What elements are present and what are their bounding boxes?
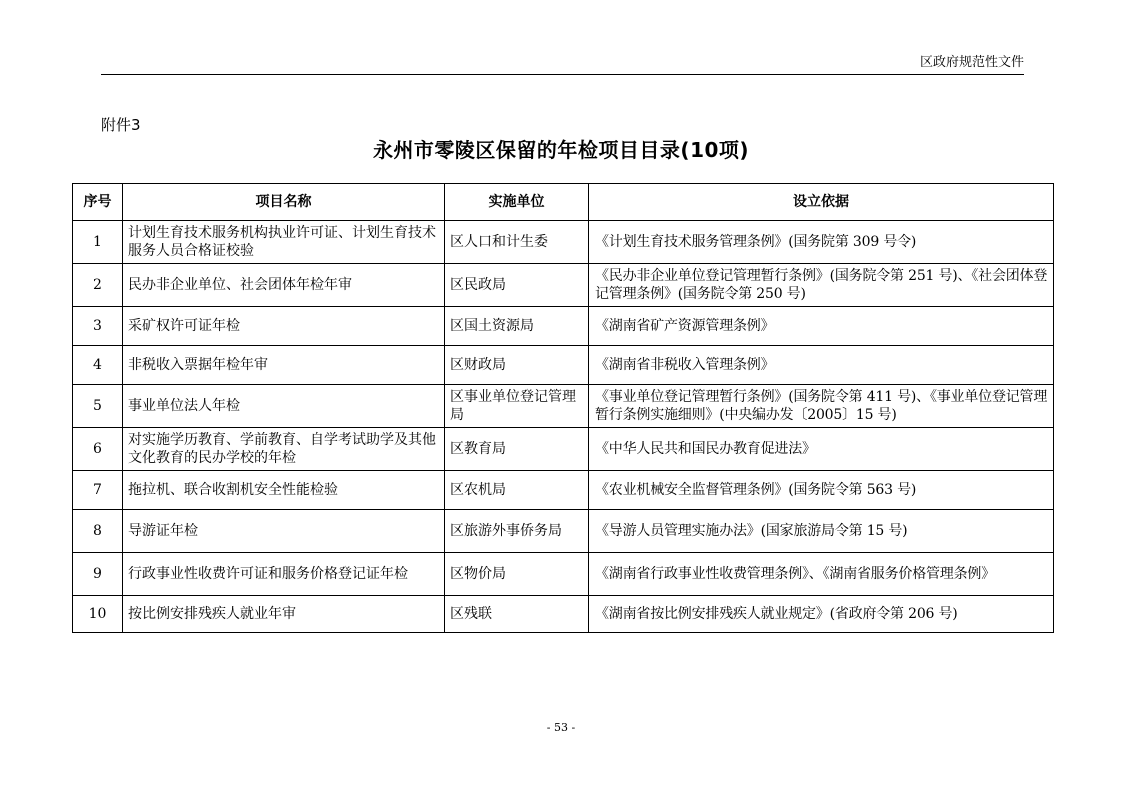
cell-no: 9 — [73, 553, 123, 596]
cell-basis: 《计划生育技术服务管理条例》(国务院第 309 号令) — [589, 221, 1054, 264]
cell-unit: 区教育局 — [445, 428, 589, 471]
cell-basis: 《湖南省非税收入管理条例》 — [589, 346, 1054, 385]
cell-basis: 《中华人民共和国民办教育促进法》 — [589, 428, 1054, 471]
attachment-label: 附件3 — [101, 116, 141, 134]
cell-unit: 区农机局 — [445, 471, 589, 510]
cell-no: 1 — [73, 221, 123, 264]
cell-basis: 《民办非企业单位登记管理暂行条例》(国务院令第 251 号)、《社会团体登记管理条例》(国务院令第 250 号) — [589, 264, 1054, 307]
cell-basis: 《湖南省矿产资源管理条例》 — [589, 307, 1054, 346]
cell-unit: 区财政局 — [445, 346, 589, 385]
table-row — [73, 471, 1054, 510]
cell-basis: 《农业机械安全监督管理条例》(国务院令第 563 号) — [589, 471, 1054, 510]
col-header-basis: 设立依据 — [589, 184, 1054, 221]
col-header-name: 项目名称 — [123, 184, 445, 221]
cell-unit: 区民政局 — [445, 264, 589, 307]
cell-basis: 《湖南省按比例安排残疾人就业规定》(省政府令第 206 号) — [589, 596, 1054, 633]
cell-name: 对实施学历教育、学前教育、自学考试助学及其他文化教育的民办学校的年检 — [123, 428, 445, 471]
cell-no: 2 — [73, 264, 123, 307]
cell-name: 采矿权许可证年检 — [123, 307, 445, 346]
cell-name: 事业单位法人年检 — [123, 385, 445, 428]
table-row — [73, 428, 1054, 471]
cell-unit: 区事业单位登记管理局 — [445, 385, 589, 428]
table-row — [73, 307, 1054, 346]
cell-name: 行政事业性收费许可证和服务价格登记证年检 — [123, 553, 445, 596]
col-header-unit: 实施单位 — [445, 184, 589, 221]
cell-no: 3 — [73, 307, 123, 346]
header-doc-type: 区政府规范性文件 — [919, 55, 1024, 70]
page-number: - 53 - — [546, 721, 576, 734]
cell-unit: 区国土资源局 — [445, 307, 589, 346]
cell-basis: 《事业单位登记管理暂行条例》(国务院令第 411 号)、《事业单位登记管理暂行条例实施细则》(中央编办发〔2005〕15 号) — [589, 385, 1054, 428]
cell-no: 6 — [73, 428, 123, 471]
cell-unit: 区人口和计生委 — [445, 221, 589, 264]
cell-no: 4 — [73, 346, 123, 385]
cell-name: 导游证年检 — [123, 510, 445, 553]
cell-basis: 《湖南省行政事业性收费管理条例》、《湖南省服务价格管理条例》 — [589, 553, 1054, 596]
cell-name: 非税收入票据年检年审 — [123, 346, 445, 385]
cell-name: 民办非企业单位、社会团体年检年审 — [123, 264, 445, 307]
cell-unit: 区物价局 — [445, 553, 589, 596]
cell-basis: 《导游人员管理实施办法》(国家旅游局令第 15 号) — [589, 510, 1054, 553]
cell-name: 按比例安排残疾人就业年审 — [123, 596, 445, 633]
cell-unit: 区残联 — [445, 596, 589, 633]
inspection-items-table — [72, 183, 1054, 633]
col-header-no: 序号 — [73, 184, 123, 221]
table-row — [73, 385, 1054, 428]
table-header-row — [73, 184, 1054, 221]
table-row — [73, 264, 1054, 307]
table-row — [73, 596, 1054, 633]
cell-no: 10 — [73, 596, 123, 633]
table-row — [73, 553, 1054, 596]
document-title: 永州市零陵区保留的年检项目目录(10项) — [372, 138, 750, 162]
cell-unit: 区旅游外事侨务局 — [445, 510, 589, 553]
cell-name: 拖拉机、联合收割机安全性能检验 — [123, 471, 445, 510]
cell-no: 8 — [73, 510, 123, 553]
table-row — [73, 510, 1054, 553]
cell-no: 5 — [73, 385, 123, 428]
header-rule — [101, 74, 1024, 75]
cell-no: 7 — [73, 471, 123, 510]
table-row — [73, 221, 1054, 264]
cell-name: 计划生育技术服务机构执业许可证、计划生育技术服务人员合格证校验 — [123, 221, 445, 264]
table-row — [73, 346, 1054, 385]
